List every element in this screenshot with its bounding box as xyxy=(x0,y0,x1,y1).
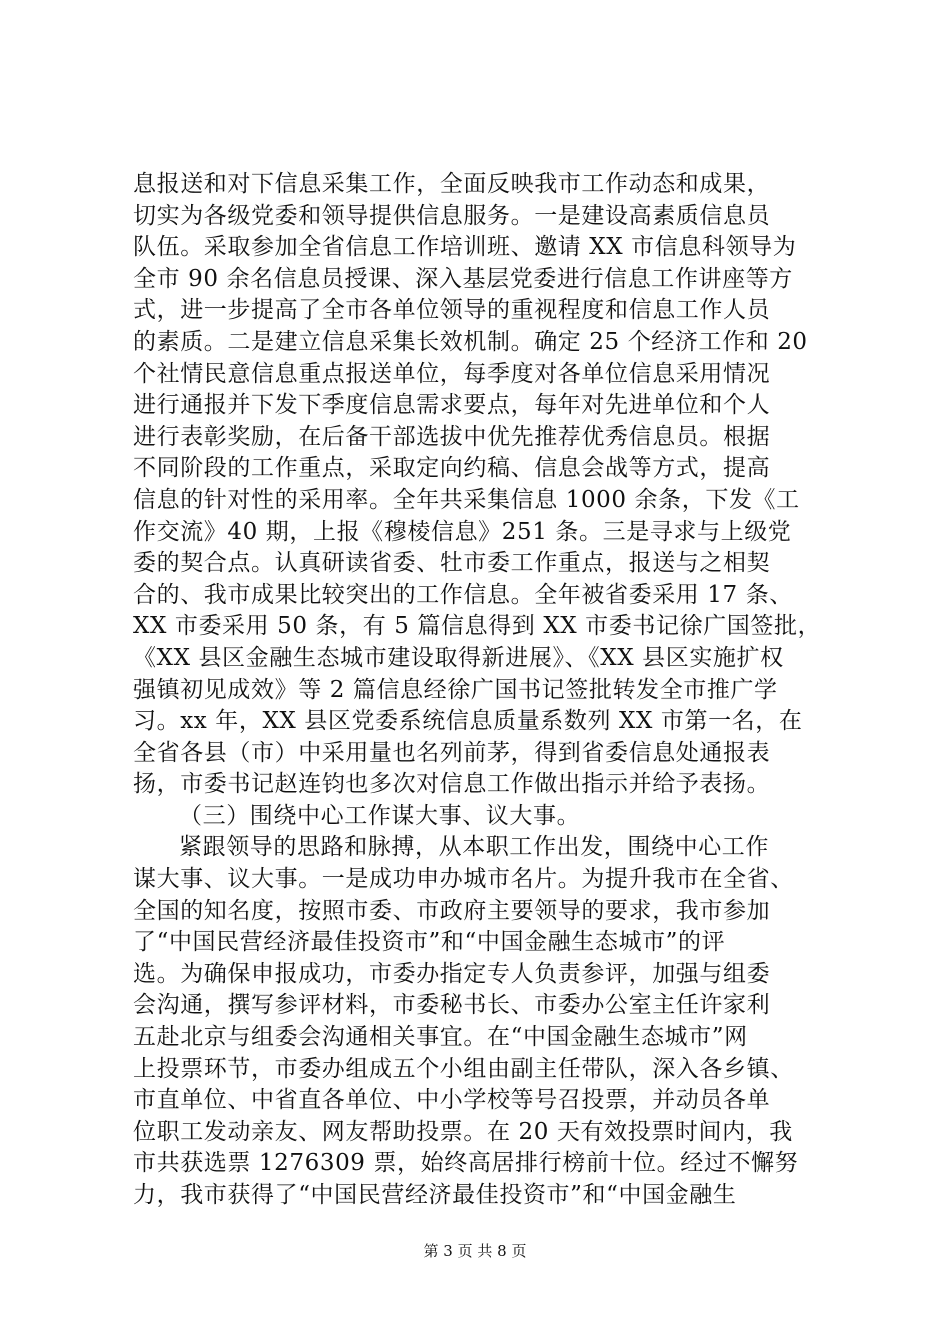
text-line: 会沟通，撰写参评材料，市委秘书长、市委办公室主任许家利 xyxy=(133,992,771,1019)
text-line: 市直单位、中省直各单位、中小学校等号召投票，并动员各单 xyxy=(133,1087,771,1114)
text-line: 强镇初见成效》等 2 篇信息经徐广国书记签批转发全市推广学 xyxy=(133,676,778,703)
text-line: 紧跟领导的思路和脉搏，从本职工作出发，围绕中心工作 xyxy=(179,834,769,861)
document-body xyxy=(133,169,833,1212)
text-line: 全市 90 余名信息员授课、深入基层党委进行信息工作讲座等方 xyxy=(133,265,793,292)
text-line: 的素质。二是建立信息采集长效机制。确定 25 个经济工作和 20 xyxy=(133,328,808,355)
text-line: 全国的知名度，按照市委、市政府主要领导的要求，我市参加 xyxy=(133,897,771,924)
text-line: 进行表彰奖励，在后备干部选拔中优先推荐优秀信息员。根据 xyxy=(133,423,771,450)
text-line: 作交流》40 期，上报《穆棱信息》251 条。三是寻求与上级党 xyxy=(133,518,792,545)
text-line: XX 市委采用 50 条，有 5 篇信息得到 XX 市委书记徐广国签批， xyxy=(133,613,822,640)
text-line: 合的、我市成果比较突出的工作信息。全年被省委采用 17 条、 xyxy=(133,581,793,608)
text-line: 位职工发动亲友、网友帮助投票。在 20 天有效投票时间内，我 xyxy=(133,1118,793,1145)
text-line: 委的契合点。认真研读省委、牡市委工作重点，报送与之相契 xyxy=(133,550,771,577)
text-line: 切实为各级党委和领导提供信息服务。一是建设高素质信息员 xyxy=(133,202,771,229)
text-line: 全省各县（市）中采用量也名列前茅，得到省委信息处通报表 xyxy=(133,739,771,766)
section-heading: （三）围绕中心工作谋大事、议大事。 xyxy=(179,802,581,829)
text-line: 信息的针对性的采用率。全年共采集信息 1000 余条，下发《工 xyxy=(133,486,800,513)
text-line: 息报送和对下信息采集工作，全面反映我市工作动态和成果， xyxy=(133,171,771,197)
text-line: 队伍。采取参加全省信息工作培训班、邀请 XX 市信息科领导为 xyxy=(133,234,797,261)
text-line: 谋大事、议大事。一是成功申办城市名片。为提升我市在全省、 xyxy=(133,866,794,893)
text-line: 个社情民意信息重点报送单位，每季度对各单位信息采用情况 xyxy=(133,360,771,387)
text-line: 力，我市获得了“中国民营经济最佳投资市”和“中国金融生 xyxy=(133,1182,737,1208)
text-line: 选。为确保申报成功，市委办指定专人负责参评，加强与组委 xyxy=(133,960,771,987)
page-number-label: 第 3 页 共 8 页 xyxy=(423,1242,527,1260)
text-line: 不同阶段的工作重点，采取定向约稿、信息会战等方式，提高 xyxy=(133,455,771,482)
page-footer xyxy=(0,1241,950,1261)
text-line: 上投票环节，市委办组成五个小组由副主任带队，深入各乡镇、 xyxy=(133,1055,794,1082)
text-line: 《XX 县区金融生态城市建设取得新进展》、《XX 县区实施扩权 xyxy=(133,644,784,671)
text-line: 五赴北京与组委会沟通相关事宜。在“中国金融生态城市”网 xyxy=(133,1024,748,1051)
text-line: 了“中国民营经济最佳投资市”和“中国金融生态城市”的评 xyxy=(133,929,726,956)
text-line: 进行通报并下发下季度信息需求要点，每年对先进单位和个人 xyxy=(133,392,771,419)
text-line: 扬，市委书记赵连钧也多次对信息工作做出指示并给予表扬。 xyxy=(133,771,771,798)
text-line: 式，进一步提高了全市各单位领导的重视程度和信息工作人员 xyxy=(133,297,771,324)
text-line: 习。xx 年，XX 县区党委系统信息质量系数列 XX 市第一名，在 xyxy=(133,708,803,735)
text-line: 市共获选票 1276309 票，始终高居排行榜前十位。经过不懈努 xyxy=(133,1150,799,1177)
